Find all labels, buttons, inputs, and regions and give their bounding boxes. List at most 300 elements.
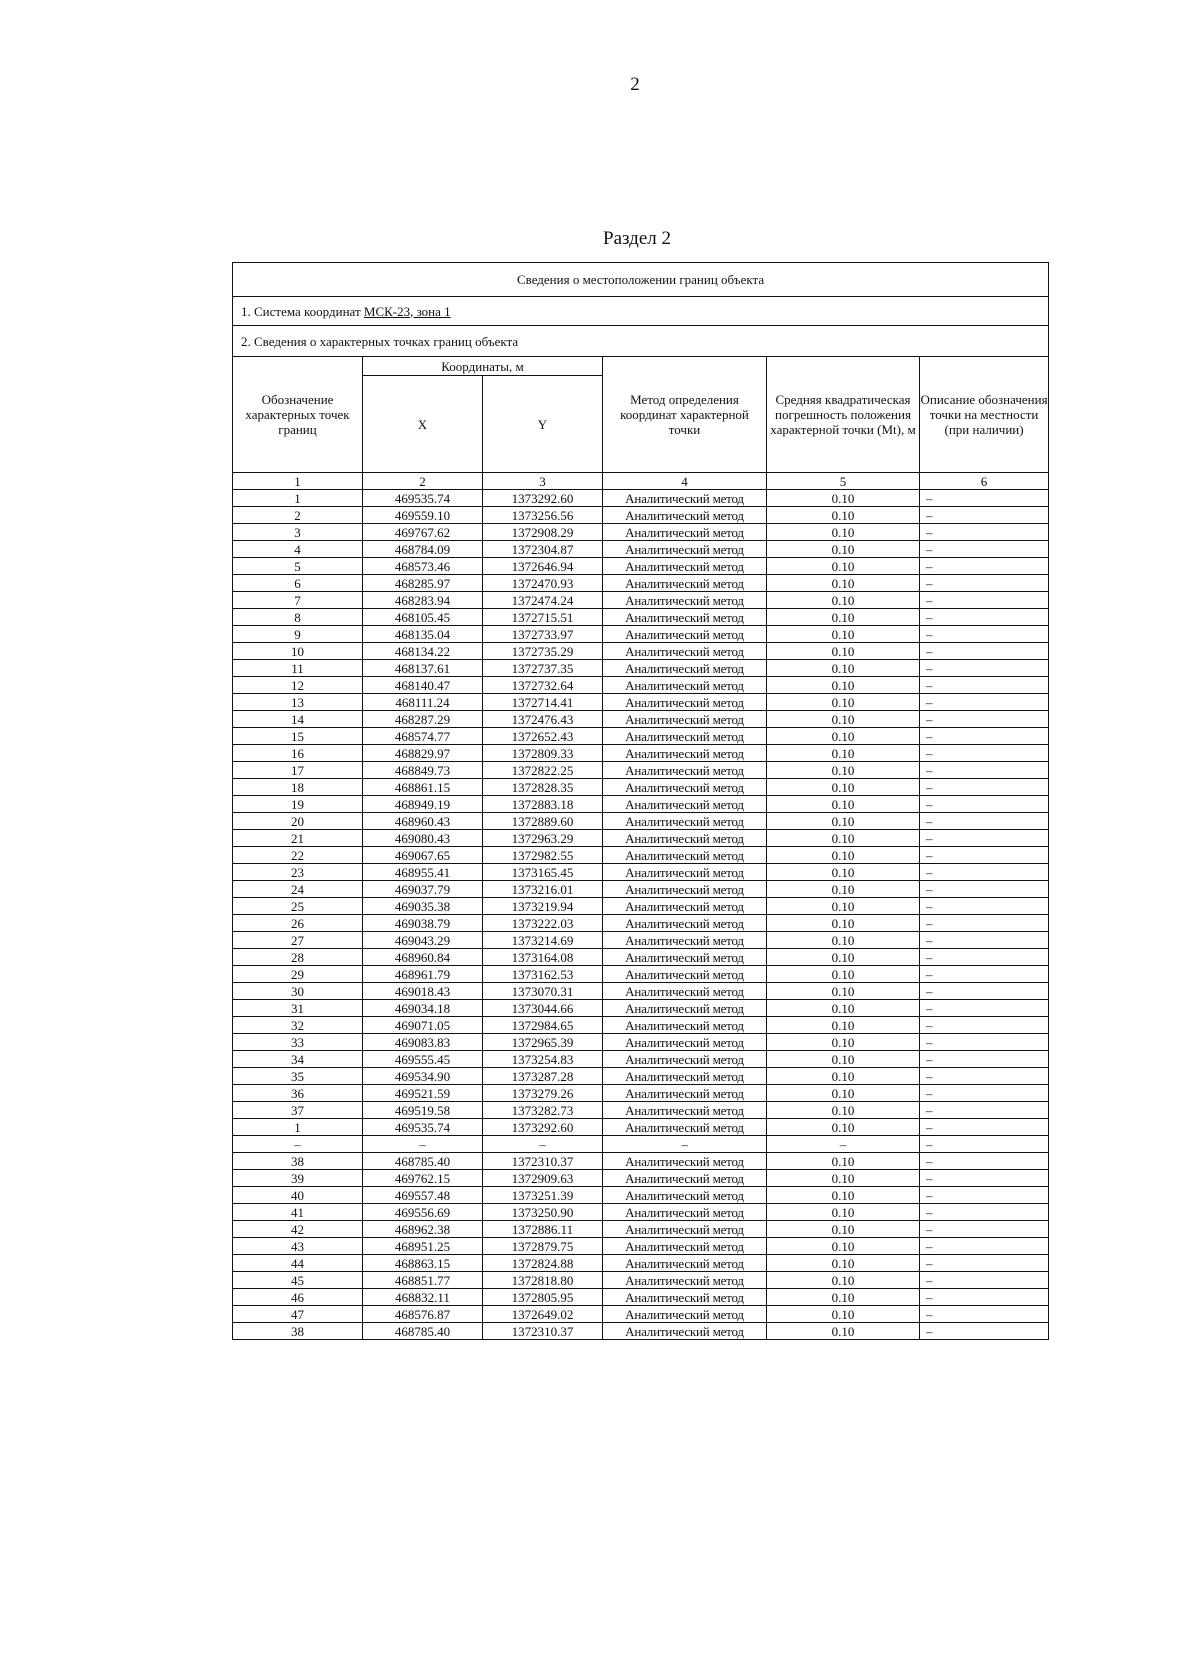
point-id-cell: 40 xyxy=(233,1187,363,1204)
method-cell: Аналитический метод xyxy=(603,1085,767,1102)
method-cell: Аналитический метод xyxy=(603,1221,767,1238)
method-cell: Аналитический метод xyxy=(603,575,767,592)
point-id-cell: 10 xyxy=(233,643,363,660)
error-cell: 0.10 xyxy=(767,660,920,677)
table-row xyxy=(233,677,1049,694)
table-row xyxy=(233,575,1049,592)
error-cell: 0.10 xyxy=(767,1289,920,1306)
description-cell: – xyxy=(920,1221,1049,1238)
table-row xyxy=(233,711,1049,728)
point-id-cell: 17 xyxy=(233,762,363,779)
x-coord-cell: 469762.15 xyxy=(363,1170,483,1187)
point-id-cell: 39 xyxy=(233,1170,363,1187)
method-cell: Аналитический метод xyxy=(603,745,767,762)
y-coord-cell: 1372714.41 xyxy=(483,694,603,711)
description-cell: – xyxy=(920,1323,1049,1340)
description-cell: – xyxy=(920,1238,1049,1255)
y-coord-cell: 1373165.45 xyxy=(483,864,603,881)
y-coord-cell: 1372822.25 xyxy=(483,762,603,779)
coord-system-label: 1. Система координат xyxy=(241,303,364,319)
table-row xyxy=(233,915,1049,932)
y-coord-cell: 1372732.64 xyxy=(483,677,603,694)
method-cell: Аналитический метод xyxy=(603,915,767,932)
point-id-cell: 37 xyxy=(233,1102,363,1119)
x-coord-cell: 469037.79 xyxy=(363,881,483,898)
x-coord-cell: 468105.45 xyxy=(363,609,483,626)
y-coord-cell: 1373219.94 xyxy=(483,898,603,915)
method-cell: Аналитический метод xyxy=(603,1204,767,1221)
table-row xyxy=(233,847,1049,864)
description-cell: – xyxy=(920,1051,1049,1068)
coord-system-value: МСК-23, зона 1 xyxy=(363,303,451,319)
table-row xyxy=(233,1153,1049,1170)
description-cell: – xyxy=(920,864,1049,881)
point-id-cell: 16 xyxy=(233,745,363,762)
error-cell: 0.10 xyxy=(767,490,920,507)
y-coord-cell: 1373287.28 xyxy=(483,1068,603,1085)
y-coord-cell: 1373292.60 xyxy=(483,1119,603,1136)
error-cell: 0.10 xyxy=(767,1255,920,1272)
error-cell: 0.10 xyxy=(767,796,920,813)
table-row xyxy=(233,1238,1049,1255)
error-cell: 0.10 xyxy=(767,626,920,643)
error-cell: 0.10 xyxy=(767,575,920,592)
point-id-cell: 19 xyxy=(233,796,363,813)
error-cell: 0.10 xyxy=(767,813,920,830)
y-coord-cell: – xyxy=(483,1136,603,1153)
method-cell: Аналитический метод xyxy=(603,643,767,660)
table-main-header: Сведения о местоположении границ объекта xyxy=(233,263,1049,297)
x-coord-cell: 468135.04 xyxy=(363,626,483,643)
y-coord-cell: 1372889.60 xyxy=(483,813,603,830)
y-coord-cell: 1373282.73 xyxy=(483,1102,603,1119)
method-cell: Аналитический метод xyxy=(603,1289,767,1306)
error-cell: 0.10 xyxy=(767,1000,920,1017)
method-cell: Аналитический метод xyxy=(603,541,767,558)
point-id-cell: 46 xyxy=(233,1289,363,1306)
description-cell: – xyxy=(920,1068,1049,1085)
y-coord-cell: 1372883.18 xyxy=(483,796,603,813)
table-row xyxy=(233,524,1049,541)
description-cell: – xyxy=(920,1000,1049,1017)
boundary-points-table xyxy=(232,262,1049,1340)
description-cell: – xyxy=(920,762,1049,779)
description-cell: – xyxy=(920,677,1049,694)
error-cell: 0.10 xyxy=(767,711,920,728)
point-id-cell: 29 xyxy=(233,966,363,983)
description-cell: – xyxy=(920,983,1049,1000)
error-cell: 0.10 xyxy=(767,1323,920,1340)
table-row xyxy=(233,592,1049,609)
point-id-cell: 4 xyxy=(233,541,363,558)
method-cell: Аналитический метод xyxy=(603,813,767,830)
x-coord-cell: 469519.58 xyxy=(363,1102,483,1119)
col-number: 5 xyxy=(767,473,920,490)
point-id-cell: 8 xyxy=(233,609,363,626)
page-number: 2 xyxy=(630,74,640,95)
col-method-header: Метод определения координат характерной точки xyxy=(603,357,767,473)
point-id-cell: 6 xyxy=(233,575,363,592)
y-coord-cell: 1372824.88 xyxy=(483,1255,603,1272)
description-cell: – xyxy=(920,626,1049,643)
x-coord-cell: 468574.77 xyxy=(363,728,483,745)
point-id-cell: 30 xyxy=(233,983,363,1000)
y-coord-cell: 1373216.01 xyxy=(483,881,603,898)
description-cell: – xyxy=(920,490,1049,507)
point-id-cell: 47 xyxy=(233,1306,363,1323)
point-id-cell: 25 xyxy=(233,898,363,915)
x-coord-cell: 469018.43 xyxy=(363,983,483,1000)
error-cell: 0.10 xyxy=(767,847,920,864)
method-cell: Аналитический метод xyxy=(603,507,767,524)
y-coord-cell: 1372649.02 xyxy=(483,1306,603,1323)
x-coord-cell: 468851.77 xyxy=(363,1272,483,1289)
method-cell: Аналитический метод xyxy=(603,830,767,847)
table-row xyxy=(233,1221,1049,1238)
method-cell: Аналитический метод xyxy=(603,626,767,643)
table-row xyxy=(233,660,1049,677)
x-coord-cell: 468287.29 xyxy=(363,711,483,728)
method-cell: Аналитический метод xyxy=(603,796,767,813)
method-cell: Аналитический метод xyxy=(603,1034,767,1051)
description-cell: – xyxy=(920,541,1049,558)
section-title: Раздел 2 xyxy=(603,228,671,249)
table-row xyxy=(233,983,1049,1000)
error-cell: 0.10 xyxy=(767,1119,920,1136)
table-row xyxy=(233,1034,1049,1051)
x-coord-cell: 469767.62 xyxy=(363,524,483,541)
y-coord-cell: 1372984.65 xyxy=(483,1017,603,1034)
y-coord-cell: 1372963.29 xyxy=(483,830,603,847)
x-coord-cell: 468863.15 xyxy=(363,1255,483,1272)
method-cell: Аналитический метод xyxy=(603,1017,767,1034)
description-cell: – xyxy=(920,830,1049,847)
error-cell: 0.10 xyxy=(767,1204,920,1221)
description-cell: – xyxy=(920,898,1049,915)
table-row xyxy=(233,1051,1049,1068)
method-cell: Аналитический метод xyxy=(603,524,767,541)
point-id-cell: 38 xyxy=(233,1153,363,1170)
table-row xyxy=(233,558,1049,575)
table-row xyxy=(233,1136,1049,1153)
method-cell: Аналитический метод xyxy=(603,762,767,779)
point-id-cell: 34 xyxy=(233,1051,363,1068)
description-cell: – xyxy=(920,1204,1049,1221)
point-id-cell: 41 xyxy=(233,1204,363,1221)
description-cell: – xyxy=(920,1153,1049,1170)
error-cell: 0.10 xyxy=(767,1187,920,1204)
table-row xyxy=(233,1255,1049,1272)
x-coord-cell: 468785.40 xyxy=(363,1323,483,1340)
y-coord-cell: 1373162.53 xyxy=(483,966,603,983)
y-coord-cell: 1372310.37 xyxy=(483,1153,603,1170)
method-cell: Аналитический метод xyxy=(603,1153,767,1170)
error-cell: 0.10 xyxy=(767,677,920,694)
x-coord-cell: 468140.47 xyxy=(363,677,483,694)
y-coord-cell: 1372715.51 xyxy=(483,609,603,626)
x-coord-cell: 468134.22 xyxy=(363,643,483,660)
method-cell: Аналитический метод xyxy=(603,864,767,881)
y-coord-cell: 1373070.31 xyxy=(483,983,603,1000)
method-cell: Аналитический метод xyxy=(603,592,767,609)
y-coord-cell: 1372476.43 xyxy=(483,711,603,728)
coord-system-row xyxy=(233,297,1049,326)
col-coords-header: Координаты, м xyxy=(363,357,603,376)
method-cell: Аналитический метод xyxy=(603,1272,767,1289)
table-row xyxy=(233,881,1049,898)
table-row xyxy=(233,1119,1049,1136)
error-cell: 0.10 xyxy=(767,745,920,762)
error-cell: 0.10 xyxy=(767,1221,920,1238)
error-cell: 0.10 xyxy=(767,932,920,949)
table-row xyxy=(233,830,1049,847)
method-cell: Аналитический метод xyxy=(603,1102,767,1119)
table-row xyxy=(233,1170,1049,1187)
points-section-header: 2. Сведения о характерных точках границ объекта xyxy=(233,326,1049,357)
y-coord-cell: 1373222.03 xyxy=(483,915,603,932)
error-cell: 0.10 xyxy=(767,1017,920,1034)
point-id-cell: 20 xyxy=(233,813,363,830)
table-row xyxy=(233,507,1049,524)
description-cell: – xyxy=(920,1170,1049,1187)
y-coord-cell: 1372982.55 xyxy=(483,847,603,864)
x-coord-cell: 468849.73 xyxy=(363,762,483,779)
error-cell: 0.10 xyxy=(767,592,920,609)
y-coord-cell: 1372735.29 xyxy=(483,643,603,660)
table-row xyxy=(233,541,1049,558)
description-cell: – xyxy=(920,524,1049,541)
table-row xyxy=(233,762,1049,779)
y-coord-cell: 1373250.90 xyxy=(483,1204,603,1221)
point-id-cell: 32 xyxy=(233,1017,363,1034)
y-coord-cell: 1372818.80 xyxy=(483,1272,603,1289)
error-cell: 0.10 xyxy=(767,830,920,847)
point-id-cell: 9 xyxy=(233,626,363,643)
table-row xyxy=(233,694,1049,711)
point-id-cell: – xyxy=(233,1136,363,1153)
description-cell: – xyxy=(920,1272,1049,1289)
method-cell: Аналитический метод xyxy=(603,660,767,677)
method-cell: Аналитический метод xyxy=(603,949,767,966)
table-row xyxy=(233,864,1049,881)
description-cell: – xyxy=(920,558,1049,575)
x-coord-cell: 468961.79 xyxy=(363,966,483,983)
x-coord-cell: 469067.65 xyxy=(363,847,483,864)
x-coord-cell: 469556.69 xyxy=(363,1204,483,1221)
error-cell: 0.10 xyxy=(767,1272,920,1289)
error-cell: 0.10 xyxy=(767,1153,920,1170)
x-coord-cell: 469557.48 xyxy=(363,1187,483,1204)
point-id-cell: 1 xyxy=(233,490,363,507)
method-cell: Аналитический метод xyxy=(603,490,767,507)
x-coord-cell: 468960.84 xyxy=(363,949,483,966)
x-coord-cell: 469035.38 xyxy=(363,898,483,915)
col-y-header: Y xyxy=(483,376,603,473)
x-coord-cell: 469535.74 xyxy=(363,490,483,507)
y-coord-cell: 1373279.26 xyxy=(483,1085,603,1102)
point-id-cell: 18 xyxy=(233,779,363,796)
x-coord-cell: 468785.40 xyxy=(363,1153,483,1170)
description-cell: – xyxy=(920,711,1049,728)
description-cell: – xyxy=(920,507,1049,524)
error-cell: 0.10 xyxy=(767,1051,920,1068)
y-coord-cell: 1372886.11 xyxy=(483,1221,603,1238)
x-coord-cell: 468962.38 xyxy=(363,1221,483,1238)
x-coord-cell: 468285.97 xyxy=(363,575,483,592)
point-id-cell: 12 xyxy=(233,677,363,694)
error-cell: 0.10 xyxy=(767,949,920,966)
description-cell: – xyxy=(920,728,1049,745)
description-cell: – xyxy=(920,694,1049,711)
y-coord-cell: 1373214.69 xyxy=(483,932,603,949)
col-number: 6 xyxy=(920,473,1049,490)
col-desc-header: Описание обозначения точки на местности (при наличии) xyxy=(920,357,1049,473)
table-row xyxy=(233,1000,1049,1017)
description-cell: – xyxy=(920,1136,1049,1153)
table-row xyxy=(233,1272,1049,1289)
description-cell: – xyxy=(920,881,1049,898)
x-coord-cell: 469034.18 xyxy=(363,1000,483,1017)
y-coord-cell: 1372737.35 xyxy=(483,660,603,677)
x-coord-cell: 469083.83 xyxy=(363,1034,483,1051)
method-cell: Аналитический метод xyxy=(603,983,767,1000)
method-cell: Аналитический метод xyxy=(603,1238,767,1255)
table-row xyxy=(233,796,1049,813)
x-coord-cell: 468829.97 xyxy=(363,745,483,762)
col-number: 3 xyxy=(483,473,603,490)
description-cell: – xyxy=(920,609,1049,626)
table-row xyxy=(233,898,1049,915)
table-row xyxy=(233,1017,1049,1034)
x-coord-cell: 469521.59 xyxy=(363,1085,483,1102)
method-cell: Аналитический метод xyxy=(603,932,767,949)
error-cell: 0.10 xyxy=(767,983,920,1000)
table-row xyxy=(233,609,1049,626)
method-cell: Аналитический метод xyxy=(603,779,767,796)
point-id-cell: 27 xyxy=(233,932,363,949)
y-coord-cell: 1372805.95 xyxy=(483,1289,603,1306)
y-coord-cell: 1372828.35 xyxy=(483,779,603,796)
method-cell: Аналитический метод xyxy=(603,728,767,745)
y-coord-cell: 1373251.39 xyxy=(483,1187,603,1204)
point-id-cell: 43 xyxy=(233,1238,363,1255)
point-id-cell: 42 xyxy=(233,1221,363,1238)
error-cell: 0.10 xyxy=(767,524,920,541)
method-cell: Аналитический метод xyxy=(603,1068,767,1085)
error-cell: 0.10 xyxy=(767,1085,920,1102)
point-id-cell: 24 xyxy=(233,881,363,898)
x-coord-cell: 469080.43 xyxy=(363,830,483,847)
description-cell: – xyxy=(920,1187,1049,1204)
error-cell: 0.10 xyxy=(767,966,920,983)
x-coord-cell: 468861.15 xyxy=(363,779,483,796)
error-cell: 0.10 xyxy=(767,1170,920,1187)
table-row xyxy=(233,949,1049,966)
point-id-cell: 23 xyxy=(233,864,363,881)
description-cell: – xyxy=(920,949,1049,966)
error-cell: 0.10 xyxy=(767,507,920,524)
error-cell: 0.10 xyxy=(767,728,920,745)
error-cell: – xyxy=(767,1136,920,1153)
description-cell: – xyxy=(920,813,1049,830)
x-coord-cell: 469555.45 xyxy=(363,1051,483,1068)
error-cell: 0.10 xyxy=(767,898,920,915)
error-cell: 0.10 xyxy=(767,864,920,881)
point-id-cell: 7 xyxy=(233,592,363,609)
table-row xyxy=(233,1204,1049,1221)
col-number: 4 xyxy=(603,473,767,490)
x-coord-cell: 468576.87 xyxy=(363,1306,483,1323)
error-cell: 0.10 xyxy=(767,915,920,932)
method-cell: Аналитический метод xyxy=(603,711,767,728)
table-row xyxy=(233,1085,1049,1102)
method-cell: Аналитический метод xyxy=(603,898,767,915)
col-error-header: Средняя квадратическая погрешность положения характерной точки (Mt), м xyxy=(767,357,920,473)
x-coord-cell: 469534.90 xyxy=(363,1068,483,1085)
y-coord-cell: 1373254.83 xyxy=(483,1051,603,1068)
table-row xyxy=(233,966,1049,983)
y-coord-cell: 1372908.29 xyxy=(483,524,603,541)
col-x-header: X xyxy=(363,376,483,473)
description-cell: – xyxy=(920,779,1049,796)
y-coord-cell: 1372809.33 xyxy=(483,745,603,762)
x-coord-cell: 469038.79 xyxy=(363,915,483,932)
x-coord-cell: 469535.74 xyxy=(363,1119,483,1136)
method-cell: Аналитический метод xyxy=(603,847,767,864)
x-coord-cell: 468832.11 xyxy=(363,1289,483,1306)
y-coord-cell: 1372470.93 xyxy=(483,575,603,592)
description-cell: – xyxy=(920,1102,1049,1119)
y-coord-cell: 1372652.43 xyxy=(483,728,603,745)
x-coord-cell: 468137.61 xyxy=(363,660,483,677)
method-cell: Аналитический метод xyxy=(603,558,767,575)
point-id-cell: 1 xyxy=(233,1119,363,1136)
method-cell: Аналитический метод xyxy=(603,1323,767,1340)
description-cell: – xyxy=(920,745,1049,762)
method-cell: Аналитический метод xyxy=(603,1051,767,1068)
error-cell: 0.10 xyxy=(767,1102,920,1119)
point-id-cell: 44 xyxy=(233,1255,363,1272)
description-cell: – xyxy=(920,1119,1049,1136)
table-row xyxy=(233,813,1049,830)
y-coord-cell: 1373256.56 xyxy=(483,507,603,524)
method-cell: Аналитический метод xyxy=(603,1255,767,1272)
point-id-cell: 22 xyxy=(233,847,363,864)
x-coord-cell: 468283.94 xyxy=(363,592,483,609)
description-cell: – xyxy=(920,1255,1049,1272)
point-id-cell: 28 xyxy=(233,949,363,966)
error-cell: 0.10 xyxy=(767,1238,920,1255)
x-coord-cell: 468573.46 xyxy=(363,558,483,575)
y-coord-cell: 1372646.94 xyxy=(483,558,603,575)
error-cell: 0.10 xyxy=(767,779,920,796)
table-row xyxy=(233,745,1049,762)
table-row xyxy=(233,728,1049,745)
method-cell: Аналитический метод xyxy=(603,1170,767,1187)
description-cell: – xyxy=(920,575,1049,592)
col-number: 2 xyxy=(363,473,483,490)
description-cell: – xyxy=(920,1034,1049,1051)
y-coord-cell: 1372965.39 xyxy=(483,1034,603,1051)
x-coord-cell: 468949.19 xyxy=(363,796,483,813)
y-coord-cell: 1372909.63 xyxy=(483,1170,603,1187)
table-row xyxy=(233,1068,1049,1085)
table-row xyxy=(233,626,1049,643)
table-row xyxy=(233,1187,1049,1204)
method-cell: Аналитический метод xyxy=(603,966,767,983)
x-coord-cell: 468960.43 xyxy=(363,813,483,830)
point-id-cell: 11 xyxy=(233,660,363,677)
